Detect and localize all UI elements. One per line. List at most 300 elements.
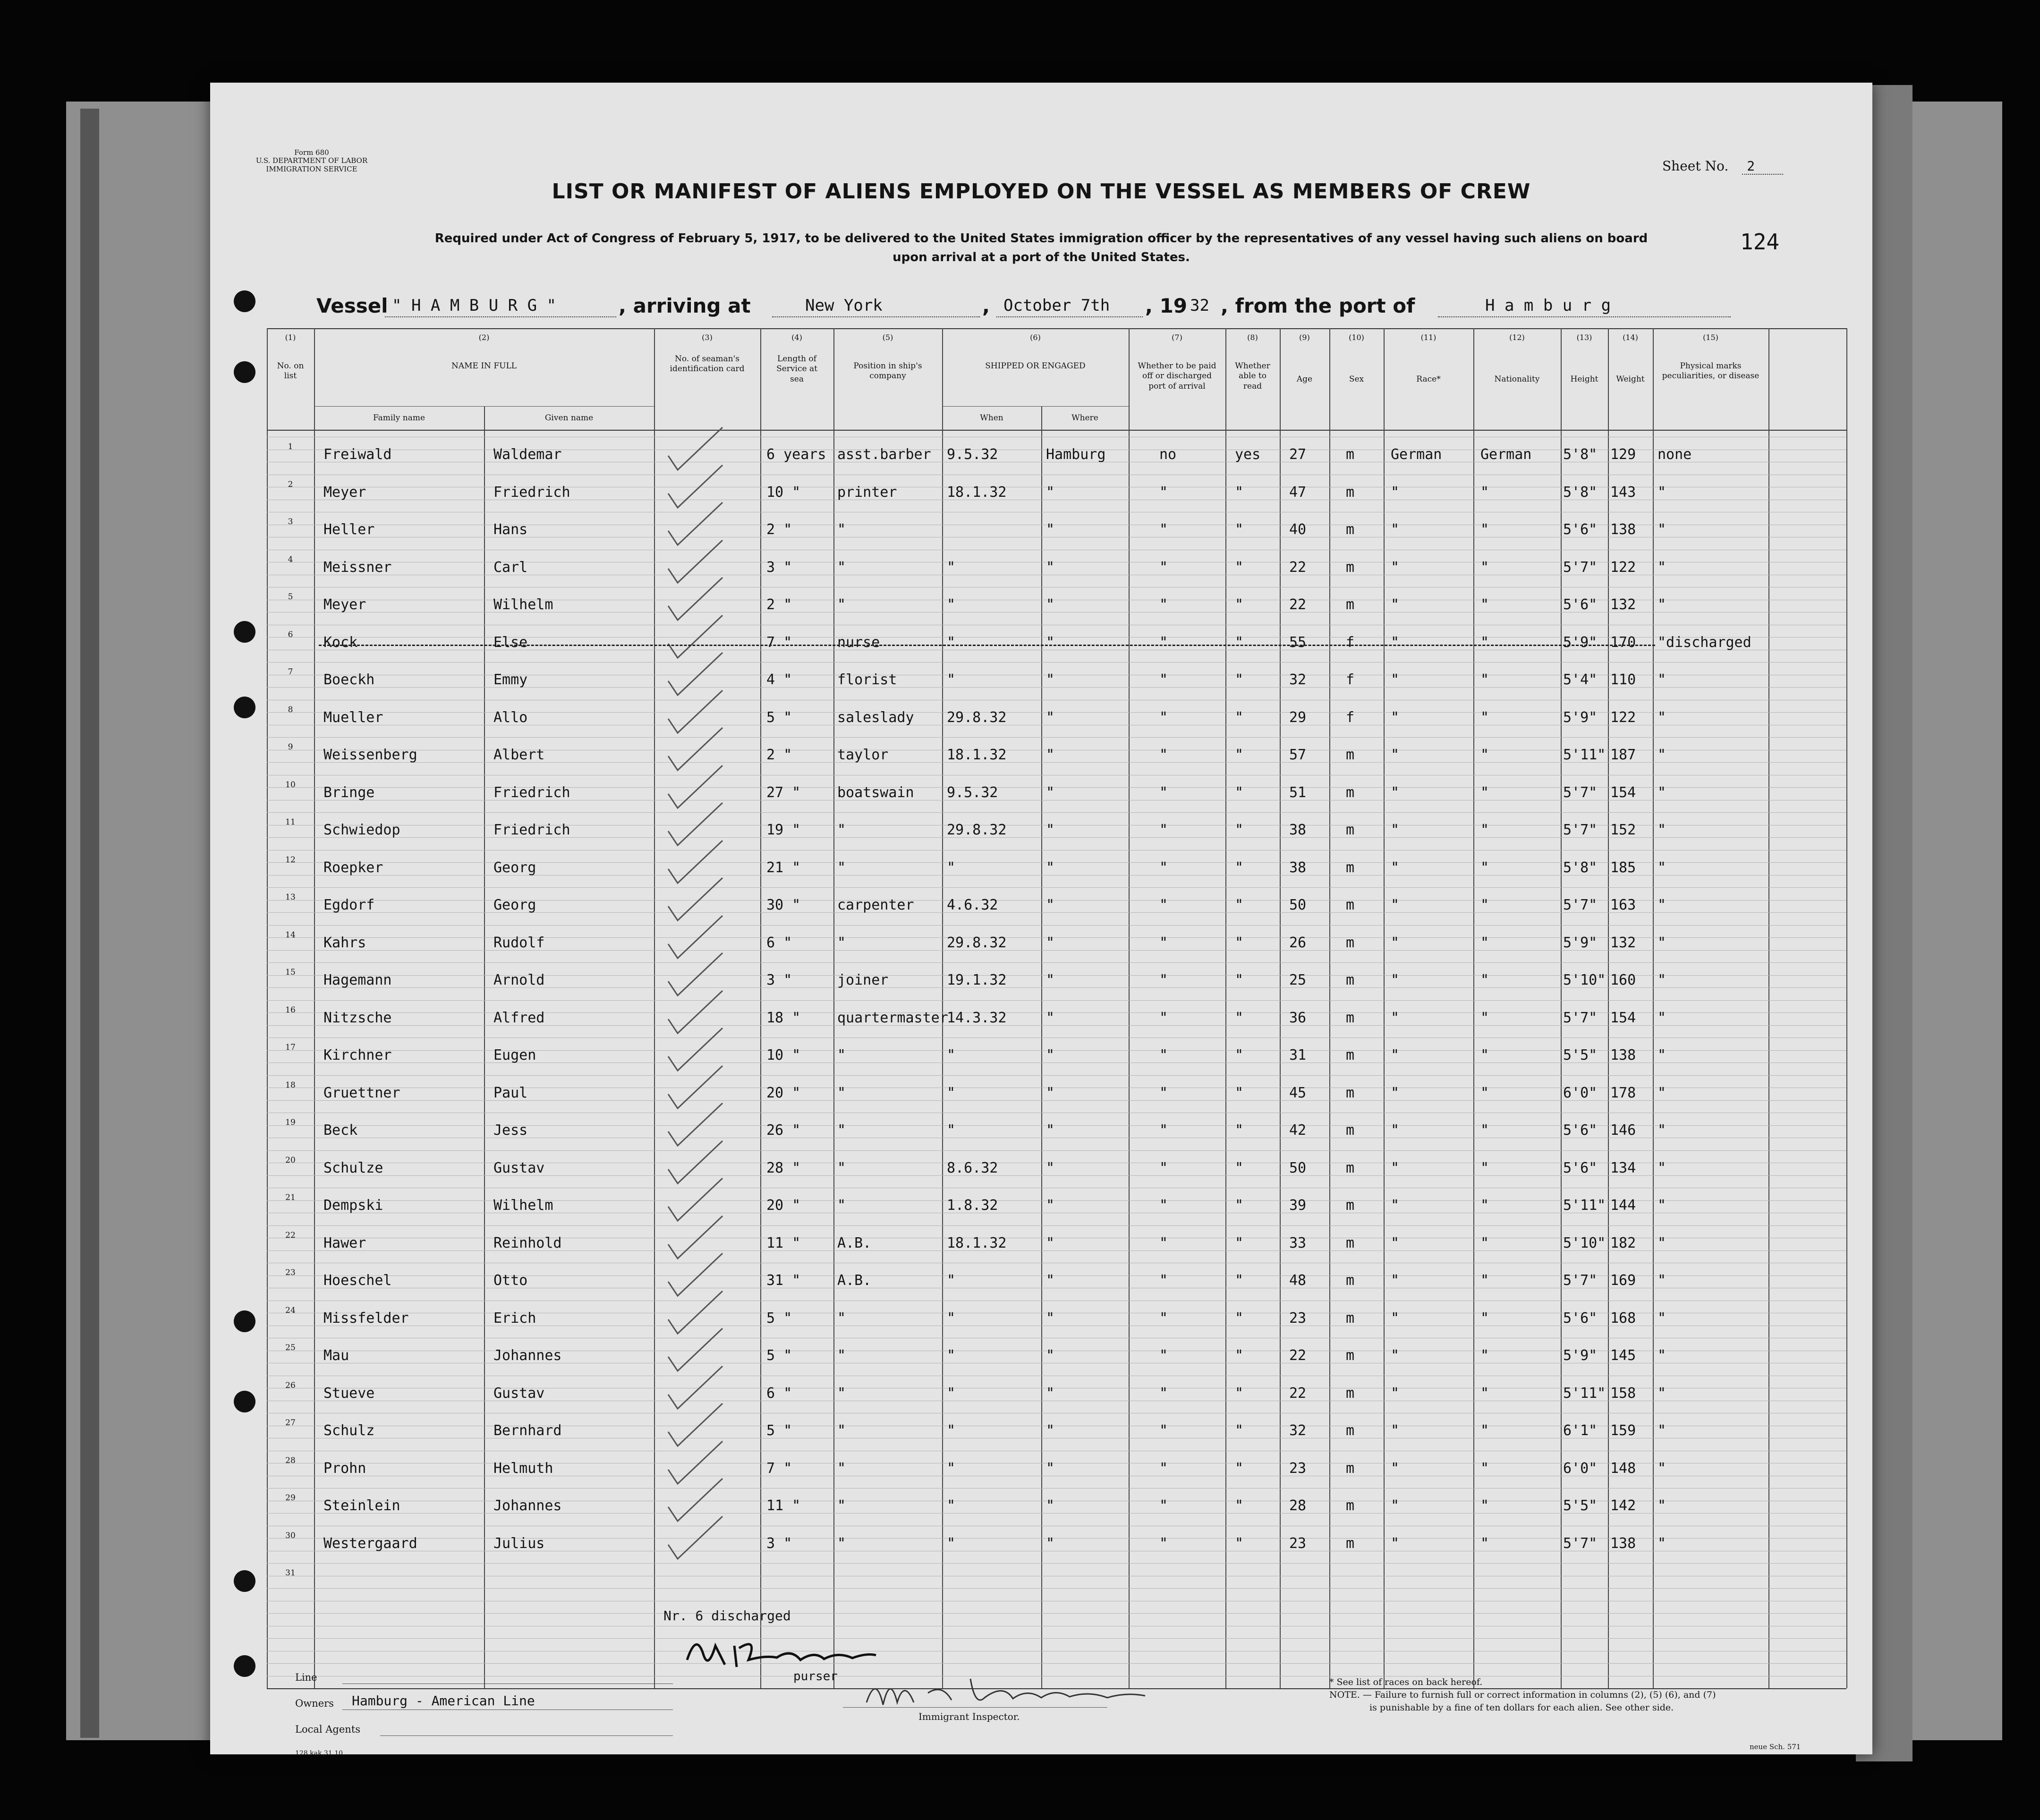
cell-where: " bbox=[1046, 1047, 1055, 1063]
cell-when: " bbox=[947, 1535, 956, 1552]
cell-age: 51 bbox=[1289, 784, 1307, 801]
department-name: U.S. DEPARTMENT OF LABOR bbox=[255, 156, 368, 165]
cell-nationality: German bbox=[1480, 446, 1532, 463]
cell-race: " bbox=[1391, 747, 1400, 763]
col-6-header: SHIPPED OR ENGAGED bbox=[985, 361, 1086, 371]
cell-race: " bbox=[1391, 1535, 1400, 1552]
cell-service: 3 " bbox=[766, 972, 792, 988]
cell-race: " bbox=[1391, 859, 1400, 876]
row-number: 2 bbox=[288, 479, 293, 489]
cell-race: " bbox=[1391, 1159, 1400, 1176]
cell-service: 5 " bbox=[766, 1310, 792, 1327]
form-identifier bbox=[250, 149, 373, 173]
cell-race: " bbox=[1391, 897, 1400, 913]
cell-paid: " bbox=[1159, 672, 1168, 688]
cell-nationality: " bbox=[1480, 1422, 1489, 1439]
cell-given: Georg bbox=[493, 859, 536, 876]
cell-given: Erich bbox=[493, 1310, 536, 1327]
cell-nationality: " bbox=[1480, 934, 1489, 951]
cell-service: 27 " bbox=[766, 784, 801, 801]
col-7-header: Whether to be paid off or discharged port of arrival bbox=[1138, 361, 1216, 391]
cell-paid: " bbox=[1159, 521, 1168, 538]
arriving-underline bbox=[772, 316, 980, 317]
cell-when: 18.1.32 bbox=[947, 747, 1007, 763]
cell-marks: " bbox=[1658, 822, 1666, 838]
cell-paid: " bbox=[1159, 709, 1168, 726]
cell-age: 22 bbox=[1289, 559, 1307, 576]
cell-weight: 169 bbox=[1610, 1272, 1636, 1289]
row-number: 29 bbox=[285, 1493, 296, 1503]
cell-nationality: " bbox=[1480, 822, 1489, 838]
cell-marks: none bbox=[1658, 446, 1692, 463]
cell-given: Wilhelm bbox=[493, 596, 553, 613]
col-12-number: (12) bbox=[1509, 333, 1525, 342]
cell-given: Johannes bbox=[493, 1347, 562, 1364]
cell-age: 39 bbox=[1289, 1197, 1307, 1214]
col-5-header: Position in ship's company bbox=[853, 361, 922, 381]
cell-when: " bbox=[947, 559, 956, 576]
row-number: 10 bbox=[285, 780, 296, 790]
cell-where: " bbox=[1046, 559, 1055, 576]
cell-marks: " bbox=[1658, 784, 1666, 801]
cell-given: Helmuth bbox=[493, 1460, 553, 1477]
cell-read: " bbox=[1235, 859, 1244, 876]
cell-given: Albert bbox=[493, 747, 545, 763]
cell-height: 5'10" bbox=[1563, 972, 1606, 988]
cell-read: " bbox=[1235, 897, 1244, 913]
cell-age: 23 bbox=[1289, 1460, 1307, 1477]
cell-nationality: " bbox=[1480, 596, 1489, 613]
cell-paid: " bbox=[1159, 1272, 1168, 1289]
cell-nationality: " bbox=[1480, 1084, 1489, 1101]
cell-paid: " bbox=[1159, 1422, 1168, 1439]
col-13-header: Height bbox=[1570, 374, 1598, 384]
cell-given: Wilhelm bbox=[493, 1197, 553, 1214]
cell-height: 5'9" bbox=[1563, 709, 1598, 726]
row-number: 18 bbox=[285, 1080, 296, 1090]
cell-marks: " bbox=[1658, 1084, 1666, 1101]
cell-nationality: " bbox=[1480, 859, 1489, 876]
col-13-number: (13) bbox=[1576, 333, 1592, 342]
cell-age: 42 bbox=[1289, 1122, 1307, 1139]
cell-age: 31 bbox=[1289, 1047, 1307, 1063]
cell-given: Friedrich bbox=[493, 822, 570, 838]
cell-given: Julius bbox=[493, 1535, 545, 1552]
cell-nationality: " bbox=[1480, 484, 1489, 501]
col-8-header: Whether able to read bbox=[1235, 361, 1270, 391]
cell-where: " bbox=[1046, 972, 1055, 988]
owners-value: Hamburg - American Line bbox=[352, 1693, 535, 1709]
punch-hole bbox=[234, 1655, 255, 1677]
col-2-header: NAME IN FULL bbox=[451, 361, 517, 371]
schedule-mark: neue Sch. 571 bbox=[1750, 1743, 1801, 1751]
row-number: 3 bbox=[288, 517, 293, 527]
cell-nationality: " bbox=[1480, 1272, 1489, 1289]
cell-nationality: " bbox=[1480, 672, 1489, 688]
col-4-number: (4) bbox=[791, 333, 802, 342]
cell-position: " bbox=[837, 1535, 846, 1552]
cell-height: 5'6" bbox=[1563, 521, 1598, 538]
cell-weight: 187 bbox=[1610, 747, 1636, 763]
cell-read: " bbox=[1235, 1084, 1244, 1101]
cell-where: " bbox=[1046, 1159, 1055, 1176]
cell-race: " bbox=[1391, 1272, 1400, 1289]
cell-age: 26 bbox=[1289, 934, 1307, 951]
cell-service: 19 " bbox=[766, 822, 801, 838]
cell-paid: " bbox=[1159, 596, 1168, 613]
cell-family: Prohn bbox=[323, 1460, 366, 1477]
cell-age: 50 bbox=[1289, 1159, 1307, 1176]
cell-nationality: " bbox=[1480, 1535, 1489, 1552]
inspector-underline bbox=[843, 1707, 1107, 1708]
sheet-label: Sheet No. bbox=[1662, 158, 1729, 174]
cell-read: " bbox=[1235, 972, 1244, 988]
cell-position: " bbox=[837, 1159, 846, 1176]
cell-where: " bbox=[1046, 672, 1055, 688]
cell-race: " bbox=[1391, 484, 1400, 501]
cell-position: saleslady bbox=[837, 709, 914, 726]
cell-marks: " bbox=[1658, 747, 1666, 763]
cell-given: Jess bbox=[493, 1122, 528, 1139]
row-number: 1 bbox=[288, 442, 293, 451]
row-number: 31 bbox=[285, 1568, 296, 1578]
cell-nationality: " bbox=[1480, 1460, 1489, 1477]
cell-paid: " bbox=[1159, 1234, 1168, 1251]
cell-marks: " bbox=[1658, 521, 1666, 538]
cell-height: 6'1" bbox=[1563, 1422, 1598, 1439]
cell-position: quartermaster bbox=[837, 1009, 948, 1026]
cell-height: 5'9" bbox=[1563, 634, 1598, 651]
cell-given: Gustav bbox=[493, 1159, 545, 1176]
cell-when: 8.6.32 bbox=[947, 1159, 998, 1176]
col-6-number: (6) bbox=[1030, 333, 1041, 342]
cell-service: 3 " bbox=[766, 1535, 792, 1552]
cell-sex: m bbox=[1346, 1234, 1355, 1251]
col-10-header: Sex bbox=[1349, 374, 1364, 384]
cell-nationality: " bbox=[1480, 1234, 1489, 1251]
cell-service: 5 " bbox=[766, 1347, 792, 1364]
cell-nationality: " bbox=[1480, 1347, 1489, 1364]
cell-age: 29 bbox=[1289, 709, 1307, 726]
arrival-year: 32 bbox=[1190, 296, 1209, 315]
cell-height: 5'7" bbox=[1563, 1009, 1598, 1026]
col-10-number: (10) bbox=[1349, 333, 1364, 342]
cell-position: " bbox=[837, 1385, 846, 1402]
cell-weight: 122 bbox=[1610, 559, 1636, 576]
cell-service: 3 " bbox=[766, 559, 792, 576]
row-number: 4 bbox=[288, 554, 293, 564]
col-11-header: Race* bbox=[1416, 374, 1441, 384]
agents-underline bbox=[380, 1735, 673, 1736]
cell-service: 30 " bbox=[766, 897, 801, 913]
cell-height: 5'9" bbox=[1563, 934, 1598, 951]
punch-hole bbox=[234, 1310, 255, 1332]
punch-hole bbox=[234, 361, 255, 383]
cell-family: Kahrs bbox=[323, 934, 366, 951]
cell-age: 22 bbox=[1289, 1385, 1307, 1402]
cell-race: " bbox=[1391, 521, 1400, 538]
cell-weight: 134 bbox=[1610, 1159, 1636, 1176]
cell-service: 28 " bbox=[766, 1159, 801, 1176]
cell-where: " bbox=[1046, 1347, 1055, 1364]
manifest-page bbox=[210, 83, 1872, 1757]
cell-service: 21 " bbox=[766, 859, 801, 876]
cell-height: 5'6" bbox=[1563, 1310, 1598, 1327]
cell-race: " bbox=[1391, 596, 1400, 613]
cell-when: 1.8.32 bbox=[947, 1197, 998, 1214]
cell-given: Carl bbox=[493, 559, 528, 576]
row-number: 21 bbox=[285, 1193, 296, 1202]
year-prefix: , 19 bbox=[1145, 294, 1188, 317]
ruled-line bbox=[267, 887, 1846, 888]
cell-weight: 168 bbox=[1610, 1310, 1636, 1327]
cell-when: " bbox=[947, 1047, 956, 1063]
cell-age: 38 bbox=[1289, 822, 1307, 838]
cell-paid: " bbox=[1159, 784, 1168, 801]
row-number: 11 bbox=[285, 817, 296, 827]
cell-sex: f bbox=[1346, 672, 1355, 688]
arriving-port: New York bbox=[805, 296, 883, 315]
cell-position: " bbox=[837, 934, 846, 951]
cell-nationality: " bbox=[1480, 1310, 1489, 1327]
cell-read: " bbox=[1235, 709, 1244, 726]
cell-race: " bbox=[1391, 1009, 1400, 1026]
cell-sex: m bbox=[1346, 1497, 1355, 1514]
cell-sex: m bbox=[1346, 1535, 1355, 1552]
cell-height: 5'7" bbox=[1563, 822, 1598, 838]
cell-weight: 163 bbox=[1610, 897, 1636, 913]
punch-hole bbox=[234, 621, 255, 643]
col-14-number: (14) bbox=[1623, 333, 1638, 342]
cell-marks: " bbox=[1658, 1234, 1666, 1251]
ruled-line bbox=[267, 1588, 1846, 1589]
cell-paid: " bbox=[1159, 972, 1168, 988]
ruled-line bbox=[267, 925, 1846, 926]
cell-service: 2 " bbox=[766, 521, 792, 538]
cell-race: " bbox=[1391, 1084, 1400, 1101]
cell-marks: " bbox=[1658, 484, 1666, 501]
cell-family: Meissner bbox=[323, 559, 392, 576]
cell-race: " bbox=[1391, 1422, 1400, 1439]
cell-sex: f bbox=[1346, 709, 1355, 726]
cell-paid: " bbox=[1159, 484, 1168, 501]
cell-given: Paul bbox=[493, 1084, 528, 1101]
cell-race: " bbox=[1391, 1460, 1400, 1477]
cell-position: " bbox=[837, 822, 846, 838]
row-number: 19 bbox=[285, 1118, 296, 1127]
col-8-number: (8) bbox=[1247, 333, 1258, 342]
cell-position: printer bbox=[837, 484, 897, 501]
row-number: 22 bbox=[285, 1230, 296, 1240]
cell-sex: m bbox=[1346, 897, 1355, 913]
vessel-label: Vessel bbox=[316, 294, 388, 317]
printer-mark: 128 kak 31 10 bbox=[295, 1750, 343, 1757]
cell-race: " bbox=[1391, 559, 1400, 576]
row-number: 5 bbox=[288, 592, 293, 602]
cell-weight: 129 bbox=[1610, 446, 1636, 463]
cell-service: 26 " bbox=[766, 1122, 801, 1139]
cell-given: Otto bbox=[493, 1272, 528, 1289]
cell-weight: 154 bbox=[1610, 1009, 1636, 1026]
cell-read: " bbox=[1235, 484, 1244, 501]
cell-race: " bbox=[1391, 972, 1400, 988]
cell-position: " bbox=[837, 1122, 846, 1139]
cell-height: 5'8" bbox=[1563, 859, 1598, 876]
cell-sex: m bbox=[1346, 1159, 1355, 1176]
row-number: 9 bbox=[288, 742, 293, 752]
cell-read: " bbox=[1235, 672, 1244, 688]
cell-paid: " bbox=[1159, 1122, 1168, 1139]
cell-sex: m bbox=[1346, 1197, 1355, 1214]
date-comma: , bbox=[982, 294, 990, 317]
cell-paid: " bbox=[1159, 934, 1168, 951]
col-11-number: (11) bbox=[1420, 333, 1436, 342]
ruled-line bbox=[267, 1563, 1846, 1564]
cell-height: 5'6" bbox=[1563, 596, 1598, 613]
crew-rows bbox=[267, 328, 1846, 1688]
cell-height: 5'5" bbox=[1563, 1047, 1598, 1063]
from-underline bbox=[1438, 316, 1731, 317]
cell-where: " bbox=[1046, 1084, 1055, 1101]
cell-where: " bbox=[1046, 596, 1055, 613]
row-number: 16 bbox=[285, 1005, 296, 1015]
cell-marks: " bbox=[1658, 1122, 1666, 1139]
line-label: Line bbox=[295, 1672, 317, 1683]
cell-service: 11 " bbox=[766, 1497, 801, 1514]
cell-age: 32 bbox=[1289, 1422, 1307, 1439]
row-number: 14 bbox=[285, 930, 296, 940]
col-15-number: (15) bbox=[1703, 333, 1718, 342]
cell-height: 5'4" bbox=[1563, 672, 1598, 688]
cell-read: " bbox=[1235, 1347, 1244, 1364]
cell-age: 50 bbox=[1289, 897, 1307, 913]
cell-sex: m bbox=[1346, 596, 1355, 613]
cell-marks: " bbox=[1658, 559, 1666, 576]
page-title: LIST OR MANIFEST OF ALIENS EMPLOYED ON THE VESSEL AS MEMBERS OF CREW bbox=[552, 179, 1531, 204]
cell-position: " bbox=[837, 1084, 846, 1101]
cell-paid: " bbox=[1159, 634, 1168, 651]
cell-read: " bbox=[1235, 1197, 1244, 1214]
cell-height: 5'11" bbox=[1563, 1197, 1606, 1214]
cell-marks: " bbox=[1658, 1347, 1666, 1364]
cell-position: " bbox=[837, 1310, 846, 1327]
vessel-underline bbox=[385, 316, 616, 317]
ruled-line bbox=[267, 962, 1846, 963]
cell-where: " bbox=[1046, 1122, 1055, 1139]
cell-family: Meyer bbox=[323, 484, 366, 501]
cell-read: " bbox=[1235, 1159, 1244, 1176]
cell-family: Mueller bbox=[323, 709, 383, 726]
cell-height: 5'7" bbox=[1563, 1272, 1598, 1289]
cell-service: 2 " bbox=[766, 596, 792, 613]
cell-service: 20 " bbox=[766, 1197, 801, 1214]
cell-age: 22 bbox=[1289, 596, 1307, 613]
cell-marks: " bbox=[1658, 1422, 1666, 1439]
cell-sex: m bbox=[1346, 784, 1355, 801]
row-number: 24 bbox=[285, 1305, 296, 1315]
cell-where: " bbox=[1046, 822, 1055, 838]
cell-where: " bbox=[1046, 1197, 1055, 1214]
cell-position: boatswain bbox=[837, 784, 914, 801]
cell-race: " bbox=[1391, 1234, 1400, 1251]
cell-sex: m bbox=[1346, 1385, 1355, 1402]
discharged-note: Nr. 6 discharged bbox=[663, 1608, 791, 1624]
cell-marks: " bbox=[1658, 709, 1666, 726]
cell-service: 20 " bbox=[766, 1084, 801, 1101]
cell-given: Hans bbox=[493, 521, 528, 538]
purser-signature-scrawl bbox=[682, 1627, 881, 1679]
col-12-header: Nationality bbox=[1494, 374, 1540, 384]
cell-when: " bbox=[947, 672, 956, 688]
col-7-number: (7) bbox=[1172, 333, 1182, 342]
cell-age: 36 bbox=[1289, 1009, 1307, 1026]
cell-race: " bbox=[1391, 1497, 1400, 1514]
cell-position: " bbox=[837, 1460, 846, 1477]
cell-weight: 158 bbox=[1610, 1385, 1636, 1402]
cell-given: Johannes bbox=[493, 1497, 562, 1514]
cell-family: Roepker bbox=[323, 859, 383, 876]
from-label: , from the port of bbox=[1221, 294, 1415, 317]
cell-weight: 110 bbox=[1610, 672, 1636, 688]
cell-height: 5'8" bbox=[1563, 484, 1598, 501]
cell-family: Westergaard bbox=[323, 1535, 417, 1552]
cell-position: nurse bbox=[837, 634, 880, 651]
ruled-line bbox=[267, 737, 1846, 738]
cell-marks: " bbox=[1658, 596, 1666, 613]
cell-read: " bbox=[1235, 596, 1244, 613]
cell-age: 55 bbox=[1289, 634, 1307, 651]
cell-position: florist bbox=[837, 672, 897, 688]
purser-signature bbox=[682, 1627, 881, 1681]
cell-age: 27 bbox=[1289, 446, 1307, 463]
row-number: 17 bbox=[285, 1043, 296, 1052]
check-mark-icon bbox=[663, 1512, 730, 1564]
cell-nationality: " bbox=[1480, 1497, 1489, 1514]
cell-where: " bbox=[1046, 934, 1055, 951]
cell-position: " bbox=[837, 1197, 846, 1214]
col-3-header: No. of seaman's identification card bbox=[670, 354, 745, 374]
cell-weight: 132 bbox=[1610, 934, 1636, 951]
col-1-number: (1) bbox=[285, 333, 296, 342]
cell-family: Hoeschel bbox=[323, 1272, 392, 1289]
cell-height: 5'5" bbox=[1563, 1497, 1598, 1514]
cell-where: " bbox=[1046, 634, 1055, 651]
cell-given: Bernhard bbox=[493, 1422, 562, 1439]
cell-marks: " bbox=[1658, 1197, 1666, 1214]
cell-sex: m bbox=[1346, 972, 1355, 988]
cell-marks: " bbox=[1658, 1310, 1666, 1327]
cell-nationality: " bbox=[1480, 1159, 1489, 1176]
cell-service: 5 " bbox=[766, 1422, 792, 1439]
cell-family: Stueve bbox=[323, 1385, 375, 1402]
cell-read: " bbox=[1235, 1422, 1244, 1439]
cell-position: " bbox=[837, 859, 846, 876]
cell-where: " bbox=[1046, 1234, 1055, 1251]
cell-position: " bbox=[837, 1347, 846, 1364]
cell-age: 33 bbox=[1289, 1234, 1307, 1251]
cell-when: " bbox=[947, 859, 956, 876]
cell-nationality: " bbox=[1480, 1122, 1489, 1139]
cell-family: Schulz bbox=[323, 1422, 375, 1439]
cell-paid: " bbox=[1159, 1460, 1168, 1477]
sheet-number-field bbox=[1662, 158, 1783, 174]
cell-marks: " bbox=[1658, 1497, 1666, 1514]
cell-age: 22 bbox=[1289, 1347, 1307, 1364]
cell-read: " bbox=[1235, 1047, 1244, 1063]
cell-read: " bbox=[1235, 1497, 1244, 1514]
cell-sex: f bbox=[1346, 634, 1355, 651]
cell-given: Reinhold bbox=[493, 1234, 562, 1251]
